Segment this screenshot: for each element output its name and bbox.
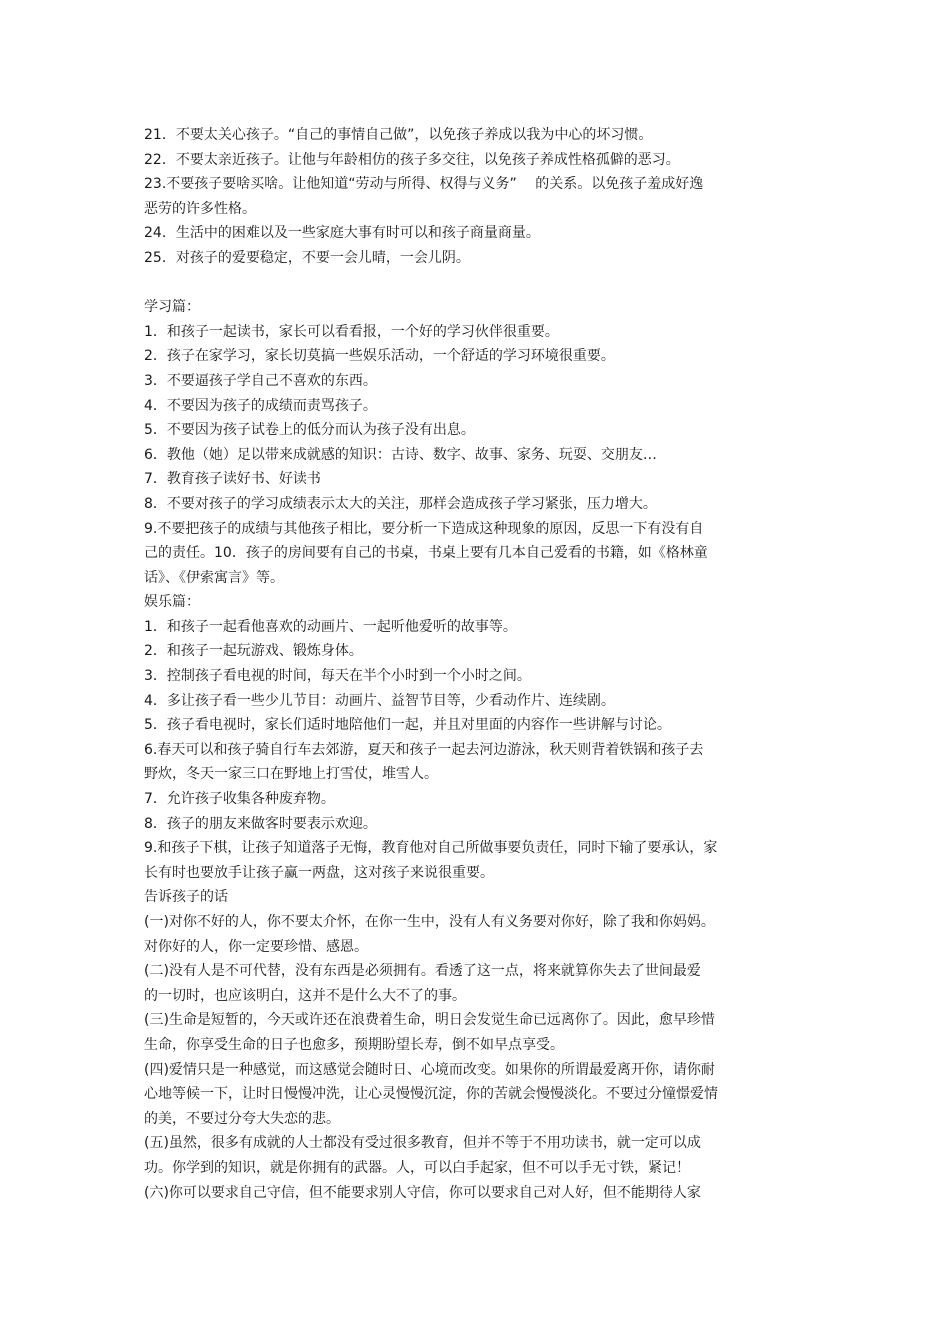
text-line: 23.不要孩子要啥买啥。让他知道“劳动与所得、权得与义务” 的关系。以免孩子羞成好逸 [144, 176, 704, 193]
text-line: 生命，你享受生命的日子也愈多，预期盼望长寿，倒不如早点享受。 [144, 1036, 564, 1053]
text-line: 8．不要对孩子的学习成绩表示太大的关注，那样会造成孩子学习紧张，压力增大。 [144, 495, 657, 512]
text-line: 7．教育孩子读好书、好读书 [144, 471, 321, 488]
text-line: 2．孩子在家学习，家长切莫搞一些娱乐活动，一个舒适的学习环境很重要。 [144, 348, 615, 365]
text-line: (五)虽然，很多有成就的人士都没有受过很多教育，但并不等于不用功读书，就一定可以成 [144, 1135, 701, 1152]
text-line: 1．和孩子一起读书，家长可以看看报，一个好的学习伙伴很重要。 [144, 323, 559, 340]
text-line: 野炊，冬天一家三口在野地上打雪仗，堆雪人。 [144, 766, 438, 783]
text-line: 25．对孩子的爱要稳定，不要一会儿晴，一会儿阴。 [144, 249, 470, 266]
text-line: 功。你学到的知识，就是你拥有的武器。人，可以白手起家，但不可以手无寸铁，紧记！ [144, 1159, 690, 1176]
text-line: 3．控制孩子看电视的时间，每天在半个小时到一个小时之间。 [144, 668, 531, 685]
text-line: (四)爱情只是一种感觉，而这感觉会随时日、心境而改变。如果你的所谓最爱离开你，请你耐 [144, 1061, 715, 1078]
section-heading-entertainment: 娱乐篇： [144, 594, 200, 611]
text-line: 恶劳的许多性格。 [144, 200, 256, 217]
text-line: 1．和孩子一起看他喜欢的动画片、一起听他爱听的故事等。 [144, 618, 517, 635]
section-heading-study: 学习篇： [144, 299, 200, 316]
text-line: 4．不要因为孩子的成绩而责骂孩子。 [144, 397, 377, 414]
text-line: 心地等候一下，让时日慢慢冲洗，让心灵慢慢沉淀，你的苦就会慢慢淡化。不要过分憧憬爱情 [144, 1086, 718, 1103]
text-line: (二)没有人是不可代替，没有东西是必须拥有。看透了这一点，将来就算你失去了世间最爱 [144, 963, 701, 980]
text-line: 5．不要因为孩子试卷上的低分而认为孩子没有出息。 [144, 422, 475, 439]
text-line: 的一切时，也应该明白，这并不是什么大不了的事。 [144, 987, 466, 1004]
text-line: 24．生活中的困难以及一些家庭大事有时可以和孩子商量商量。 [144, 225, 540, 242]
text-line: 3．不要逼孩子学自己不喜欢的东西。 [144, 372, 377, 389]
text-line: 的美，不要过分夸大失恋的悲。 [144, 1110, 340, 1127]
text-line: (一)对你不好的人，你不要太介怀，在你一生中，没有人有义务要对你好，除了我和你妈妈。 [144, 914, 715, 930]
document-page [144, 123, 812, 1205]
text-line: 8．孩子的朋友来做客时要表示欢迎。 [144, 815, 377, 832]
text-line: 4．多让孩子看一些少儿节目：动画片、益智节目等，少看动作片、连续剧。 [144, 692, 615, 709]
text-line: 6.春天可以和孩子骑自行车去郊游，夏天和孩子一起去河边游泳，秋天则背着铁锅和孩子去 [144, 741, 704, 758]
text-line: 2．和孩子一起玩游戏、锻炼身体。 [144, 643, 363, 660]
text-line: 9.不要把孩子的成绩与其他孩子相比，要分析一下造成这种现象的原因，反思一下有没有自 [144, 520, 704, 537]
text-line: 长有时也要放手让孩子赢一两盘，这对孩子来说很重要。 [144, 864, 494, 881]
text-line: (六)你可以要求自己守信，但不能要求别人守信，你可以要求自己对人好，但不能期待人家 [144, 1184, 701, 1201]
text-line: 对你好的人，你一定要珍惜、感恩。 [144, 938, 368, 955]
text-line: 7．允许孩子收集各种废弃物。 [144, 791, 335, 808]
text-line: 21．不要太关心孩子。“自己的事情自己做”，以免孩子养成以我为中心的坏习惯。 [144, 127, 653, 143]
text-line: (三)生命是短暂的，今天或许还在浪费着生命，明日会发觉生命已远离你了。因此，愈早珍惜 [144, 1012, 715, 1029]
text-line: 9.和孩子下棋，让孩子知道落子无悔，教育他对自己所做事要负责任，同时下输了要承认，家 [144, 840, 718, 857]
text-line: 6．教他（她）足以带来成就感的知识：古诗、数字、故事、家务、玩耍、交朋友… [144, 446, 657, 463]
text-line: 22．不要太亲近孩子。让他与年龄相仿的孩子多交往，以免孩子养成性格孤僻的恶习。 [144, 151, 680, 168]
section-heading-words: 告诉孩子的话 [144, 889, 228, 906]
text-line: 5．孩子看电视时，家长们适时地陪他们一起，并且对里面的内容作一些讲解与讨论。 [144, 717, 671, 734]
text-line: 己的责任。10．孩子的房间要有自己的书桌，书桌上要有几本自己爱看的书籍，如《格林童 [144, 545, 708, 562]
text-line: 话》、《伊索寓言》等。 [144, 569, 284, 586]
blank-line [144, 271, 812, 296]
